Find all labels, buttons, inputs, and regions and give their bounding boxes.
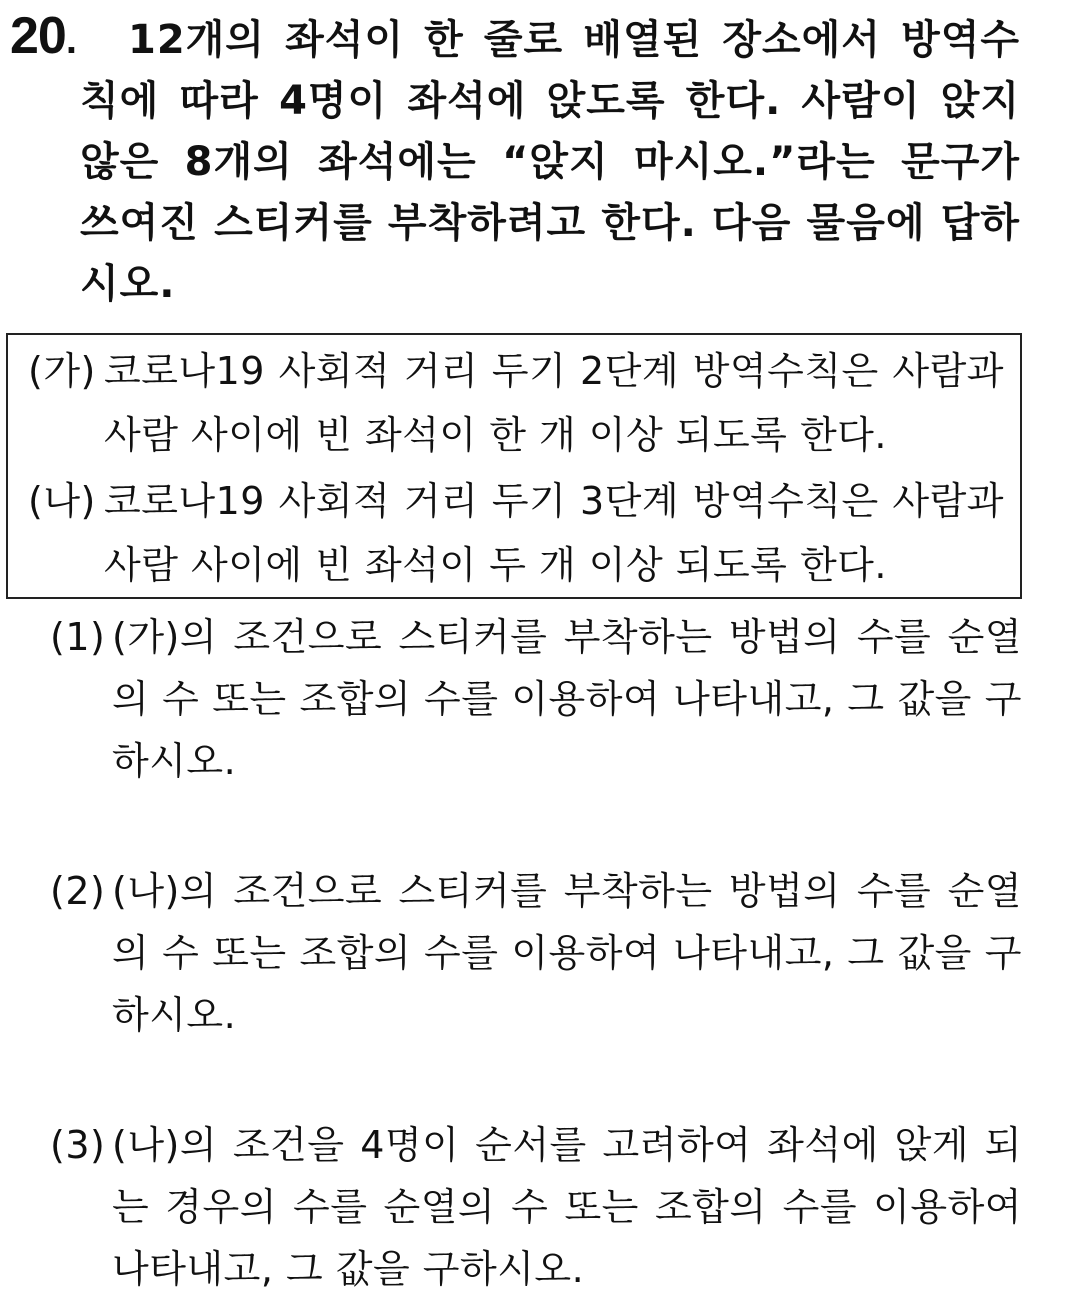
subquestion-3 <box>50 1114 1022 1300</box>
condition-na-mark: (나) <box>28 479 96 523</box>
subquestion-3-text: (나)의 조건을 4명이 순서를 고려하여 좌석에 앉게 되는 경우의 수를 순열의 수 또는 조합의 수를 이용하여 나타내고, 그 값을 구하시오. <box>112 1123 1022 1291</box>
subquestion-1 <box>50 606 1022 792</box>
question-number-text: 20 <box>10 7 66 65</box>
subquestion-2 <box>50 860 1022 1046</box>
question-number <box>10 4 76 72</box>
question-number-dot: . <box>65 18 76 62</box>
condition-ga <box>28 339 1004 467</box>
subquestion-2-number: (2) <box>50 869 106 913</box>
condition-na <box>28 469 1004 597</box>
question-stem: 12개의 좌석이 한 줄로 배열된 장소에서 방역수칙에 따라 4명이 좌석에 앉도록 한다. 사람이 앉지 않은 8개의 좌석에는 “앉지 마시오.”라는 문구가 쓰여진 스티커를 부착하려고 한다. 다음 물음에 답하시오. <box>80 17 1020 307</box>
subquestion-1-number: (1) <box>50 615 106 659</box>
condition-ga-text: 코로나19 사회적 거리 두기 2단계 방역수칙은 사람과 사람 사이에 빈 좌석이 한 개 이상 되도록 한다. <box>104 349 1004 457</box>
subquestion-1-text: (가)의 조건으로 스티커를 부착하는 방법의 수를 순열의 수 또는 조합의 수를 이용하여 나타내고, 그 값을 구하시오. <box>112 615 1022 783</box>
condition-ga-mark: (가) <box>28 349 96 393</box>
subquestion-3-number: (3) <box>50 1123 106 1167</box>
condition-na-text: 코로나19 사회적 거리 두기 3단계 방역수칙은 사람과 사람 사이에 빈 좌석이 두 개 이상 되도록 한다. <box>104 479 1004 587</box>
subquestion-2-text: (나)의 조건으로 스티커를 부착하는 방법의 수를 순열의 수 또는 조합의 수를 이용하여 나타내고, 그 값을 구하시오. <box>112 869 1022 1037</box>
condition-box <box>6 333 1022 599</box>
